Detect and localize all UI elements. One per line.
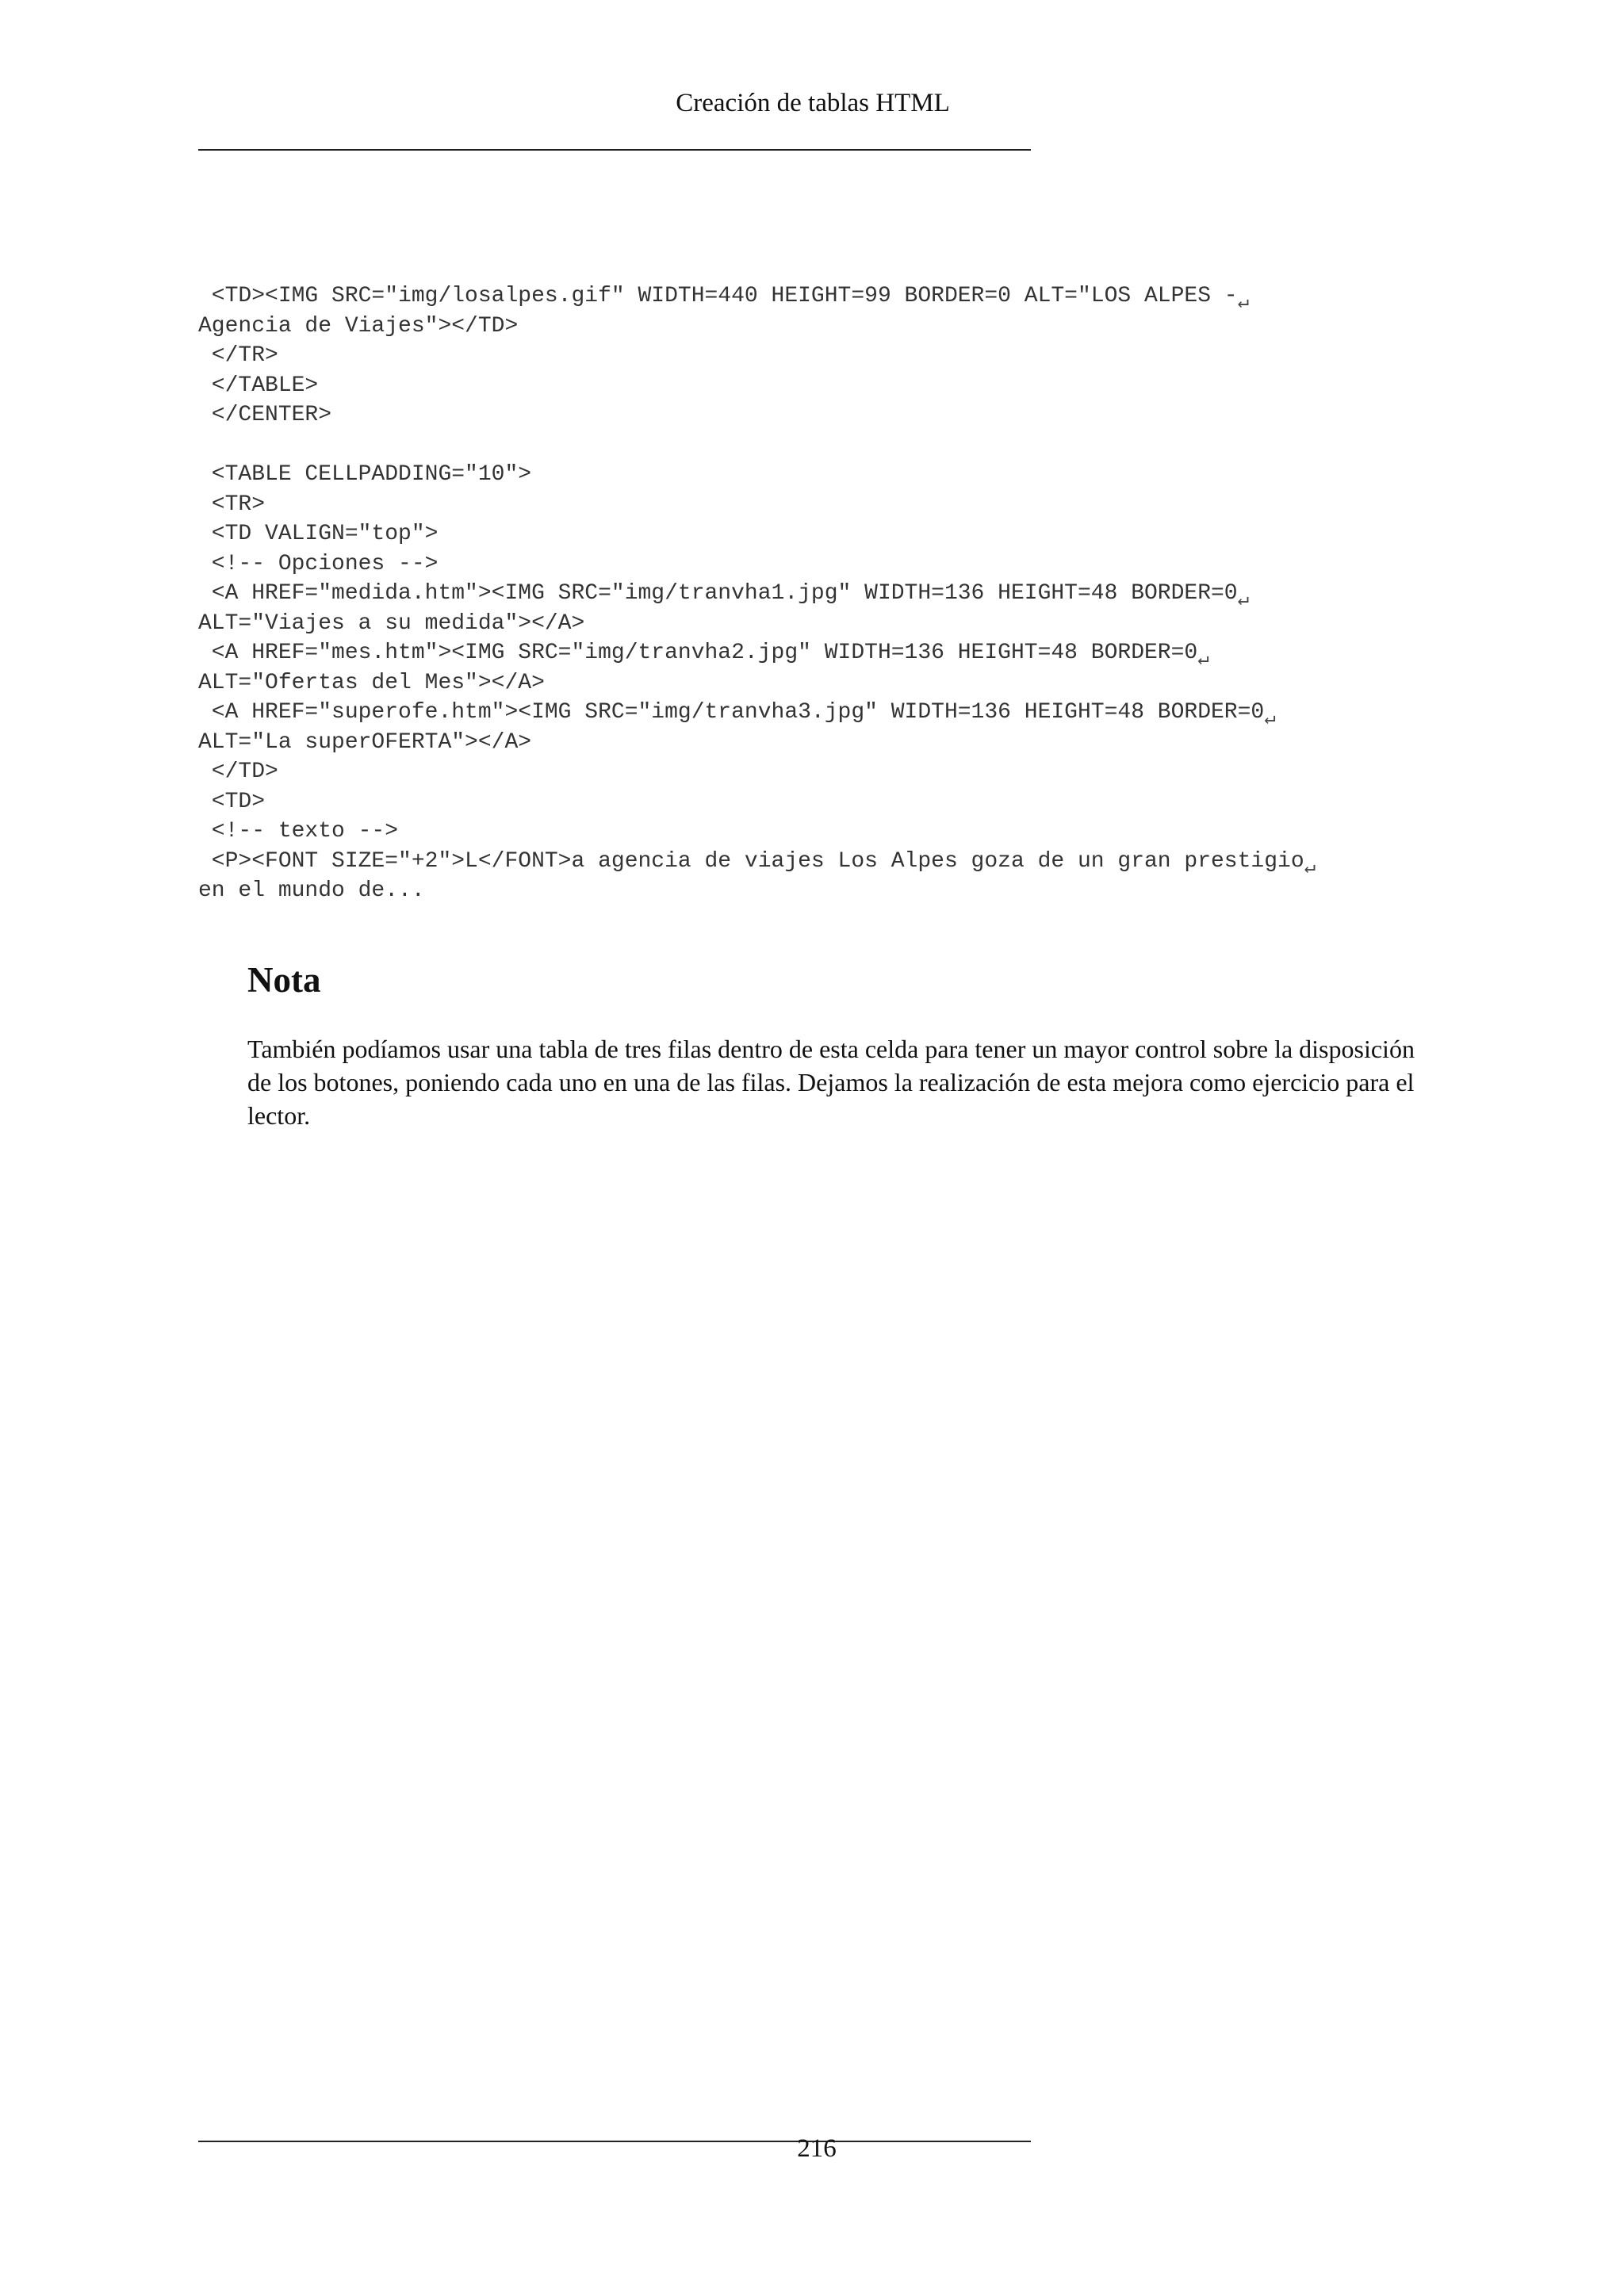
code-line: <!-- texto --> xyxy=(198,819,399,844)
code-line: <TD> xyxy=(198,789,266,814)
header-divider xyxy=(198,149,1031,151)
code-line: <TABLE CELLPADDING="10"> xyxy=(198,462,532,487)
code-line: </CENTER> xyxy=(198,403,332,427)
code-line: ALT="La superOFERTA"></A> xyxy=(198,729,532,755)
code-line: </TD> xyxy=(198,760,278,784)
code-line: <TD><IMG SRC="img/losalpes.gif" WIDTH=440 HEIGHT=99 BORDER=0 ALT="LOS ALPES -↵ xyxy=(198,281,1435,312)
code-line: <A HREF="superofe.htm"><IMG SRC="img/tranvha3.jpg" WIDTH=136 HEIGHT=48 BORDER=0↵ xyxy=(198,698,1435,728)
line-wrap-icon: ↵ xyxy=(1237,590,1250,611)
code-line: <P><FONT SIZE="+2">L</FONT>a agencia de viajes Los Alpes goza de un gran prestigio↵ xyxy=(198,847,1435,877)
code-blank-line xyxy=(198,430,1435,461)
note-heading: Nota xyxy=(247,960,321,1000)
code-line: en el mundo de... xyxy=(198,878,425,903)
code-line: ALT="Ofertas del Mes"></A> xyxy=(198,670,545,695)
code-line: </TABLE> xyxy=(198,373,319,398)
line-wrap-icon: ↵ xyxy=(1304,857,1316,879)
code-line: <A HREF="mes.htm"><IMG SRC="img/tranvha2.jpg" WIDTH=136 HEIGHT=48 BORDER=0↵ xyxy=(198,638,1435,668)
code-line: <TR> xyxy=(198,492,266,517)
line-wrap-icon: ↵ xyxy=(1237,293,1250,314)
code-line: Agencia de Viajes"></TD> xyxy=(198,313,519,339)
code-line: <A HREF="medida.htm"><IMG SRC="img/tranvha1.jpg" WIDTH=136 HEIGHT=48 BORDER=0↵ xyxy=(198,579,1435,609)
line-wrap-icon: ↵ xyxy=(1264,709,1276,730)
code-line: ALT="Viajes a su medida"></A> xyxy=(198,610,585,636)
code-line: <TD VALIGN="top"> xyxy=(198,522,439,546)
page-header-title: Creación de tablas HTML xyxy=(676,89,950,117)
code-listing xyxy=(198,281,1435,906)
code-line: <!-- Opciones --> xyxy=(198,551,439,576)
line-wrap-icon: ↵ xyxy=(1197,649,1209,671)
code-line: </TR> xyxy=(198,343,278,368)
page-number: 216 xyxy=(797,2134,837,2163)
note-body: También podíamos usar una tabla de tres filas dentro de esta celda para tener un mayor control sobre la disposición de los botones, poniendo cada uno en una de las filas. Dejamos la realización de esta mejora como ejercicio para el lector. xyxy=(247,1035,1415,1130)
footer-divider xyxy=(198,2141,1031,2142)
